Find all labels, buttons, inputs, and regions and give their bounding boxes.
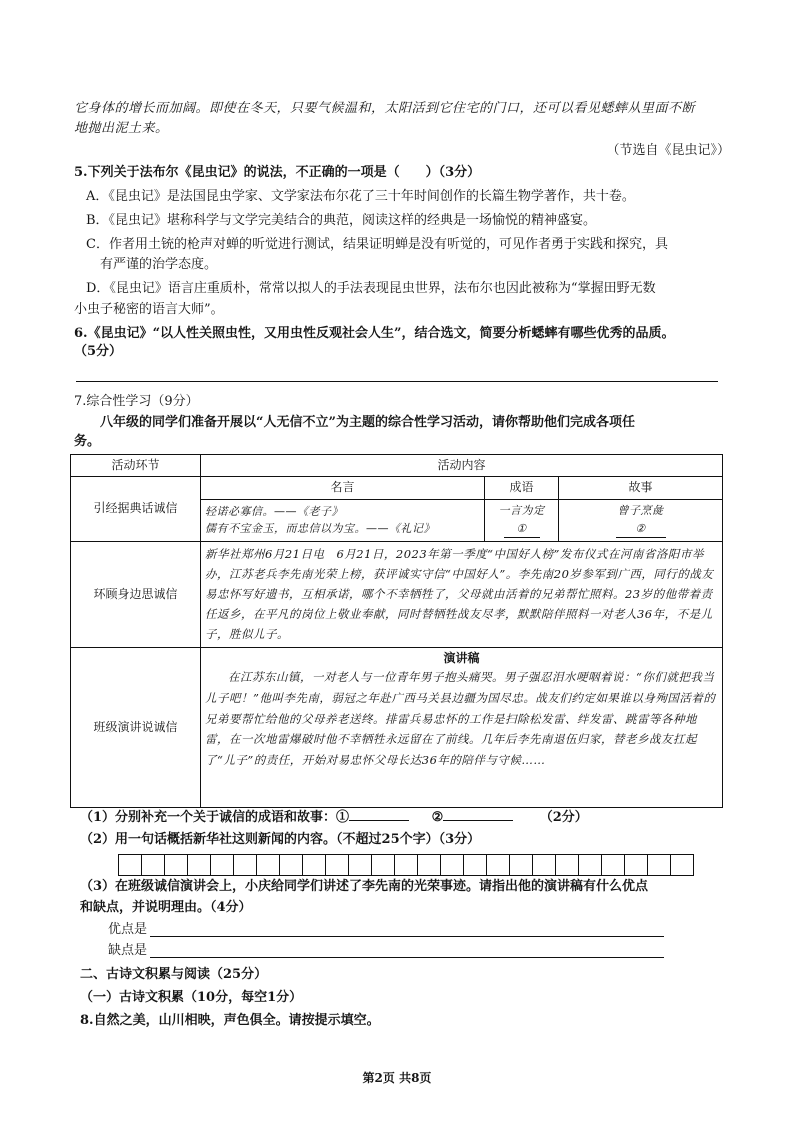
grid-cell[interactable] <box>647 854 671 876</box>
q5-option-c: C．作者用土铳的枪声对蝉的听觉进行测试，结果证明蝉是没有听觉的，可见作者勇于实践和探究，具 <box>86 237 668 252</box>
grid-cell[interactable] <box>440 854 464 876</box>
grid-cell[interactable] <box>187 854 211 876</box>
grid-cell[interactable] <box>555 854 579 876</box>
header-stage: 活动环节 <box>71 455 201 477</box>
q7-sub1-text: （1）分别补充一个关于诚信的成语和故事：① <box>80 810 350 825</box>
grid-cell[interactable] <box>141 854 165 876</box>
story-blank-marker: ② <box>616 520 666 539</box>
q6-score: （5分） <box>74 344 123 359</box>
speech-title: 演讲稿 <box>443 650 480 665</box>
idiom-cell <box>485 499 559 541</box>
passage-source: （节选自《昆虫记》） <box>606 143 730 158</box>
grid-cell[interactable] <box>348 854 372 876</box>
quote-cell <box>201 499 485 541</box>
idiom-blank-marker: ① <box>504 520 540 539</box>
q5-option-d: D．《昆虫记》语言庄重质朴，常常以拟人的手法表现昆虫世界，法布尔也因此被称为“掌握田野无数 <box>86 281 656 296</box>
page-footer: 第2页 共8页 <box>362 1071 432 1085</box>
speech-cell <box>201 647 723 807</box>
q7-sub1-blank-1[interactable] <box>349 808 409 821</box>
cons-answer-line[interactable] <box>150 957 664 958</box>
passage-line-2: 地抛出泥土来。 <box>74 121 169 136</box>
grid-cell[interactable] <box>164 854 188 876</box>
grid-cell[interactable] <box>624 854 648 876</box>
q7-title: 7.综合性学习（9分） <box>74 394 199 409</box>
header-quote: 名言 <box>201 477 485 499</box>
idiom-blank[interactable] <box>489 520 554 539</box>
q8-stem: 8.自然之美，山川相映，声色俱全。请按提示填空。 <box>80 1013 380 1028</box>
pros-answer-line[interactable] <box>150 936 664 937</box>
q7-sub3-line-2: 和缺点，并说明理由。（4分） <box>80 900 252 915</box>
grid-cell[interactable] <box>509 854 533 876</box>
q6-answer-line[interactable] <box>76 381 718 382</box>
speech-text: 在江苏东山镇，一对老人与一位青年男子抱头痛哭。男子强忍泪水哽咽着说：“你们就把我当儿子吧！”他叫李先南，弱冠之年赴广西马关县边疆为国尽忠。战友们约定如果谁以身殉国活着的兄弟要帮忙给他的父母养老送终。排雷兵易忠怀的工作是扫除松发雷、绊发雷、跳雷等各种地雷，在一次地雷爆破时他不幸牺牲永远留在了前线。几年后李先南退伍归家，替老乡战友扛起了“儿子”的责任，开始对易忠怀父母长达36年的陪伴与守候…… <box>205 670 716 767</box>
header-idiom: 成语 <box>485 477 559 499</box>
pros-label: 优点是 <box>108 922 148 937</box>
q7-sub1-score: （2分） <box>539 810 588 825</box>
header-content: 活动内容 <box>201 455 723 477</box>
row-label-speech: 班级演讲说诚信 <box>71 647 201 807</box>
cons-row <box>108 942 678 961</box>
story-example: 曾子烹彘 <box>617 504 664 518</box>
grid-cell[interactable] <box>532 854 556 876</box>
q7-sub2: （2）用一句话概括新华社这则新闻的内容。（不超过25个字）（3分） <box>80 832 481 847</box>
idiom-example: 一言为定 <box>498 504 545 518</box>
q5-option-c-cont: 有严谨的治学态度。 <box>100 257 218 272</box>
passage-line-1: 它身体的增长而加阔。即使在冬天，只要气候温和，太阳活到它住宅的门口，还可以看见蟋蟀从里面不断 <box>74 101 696 116</box>
answer-grid[interactable] <box>118 854 693 876</box>
pros-row <box>108 921 678 940</box>
grid-cell[interactable] <box>463 854 487 876</box>
grid-cell[interactable] <box>279 854 303 876</box>
q5-option-b: B．《昆虫记》堪称科学与文学完美结合的典范，阅读这样的经典是一场愉悦的精神盛宴。 <box>86 213 597 228</box>
cons-label: 缺点是 <box>108 943 148 958</box>
quote-laozi: 轻诺必寡信。——《老子》 <box>205 504 343 518</box>
grid-cell[interactable] <box>302 854 326 876</box>
q7-intro-2: 务。 <box>74 434 101 449</box>
grid-cell[interactable] <box>210 854 234 876</box>
grid-cell[interactable] <box>578 854 602 876</box>
part2-sub: （一）古诗文积累（10分，每空1分） <box>80 990 303 1005</box>
grid-cell[interactable] <box>325 854 349 876</box>
grid-cell[interactable] <box>670 854 694 876</box>
part2-title: 二、古诗文积累与阅读（25分） <box>80 967 268 982</box>
header-story: 故事 <box>559 477 723 499</box>
grid-cell[interactable] <box>486 854 510 876</box>
q5-stem: 5.下列关于法布尔《昆虫记》的说法，不正确的一项是（ ）（3分） <box>74 165 481 180</box>
q5-option-a: A．《昆虫记》是法国昆虫学家、文学家法布尔花了三十年时间创作的长篇生物学著作，共十卷。 <box>86 189 635 204</box>
q7-sub1-blank-2[interactable] <box>443 808 513 821</box>
row-label-quotes: 引经据典话诚信 <box>71 477 201 541</box>
grid-cell[interactable] <box>233 854 257 876</box>
grid-cell[interactable] <box>256 854 280 876</box>
q7-sub1 <box>80 808 730 828</box>
quote-liji: 儒有不宝金玉，而忠信以为宝。——《礼记》 <box>205 522 435 536</box>
news-text: 新华社郑州6月21日电 6月21日，2023年第一季度“中国好人榜”发布仪式在河南省洛阳市举办，江苏老兵李先南光荣上榜，获评诚实守信“中国好人”。李先南20岁参军到广西，同行的战友易忠怀写好遗书，互相承诺，哪个不幸牺牲了，父母就由活着的兄弟帮忙照料。23岁的他带着责任返乡，在平凡的岗位上敬业奉献，同时替牺牲战友尽孝，默默陪伴照料一对老人36年，不是儿子，胜似儿子。 <box>201 541 723 647</box>
grid-cell[interactable] <box>394 854 418 876</box>
q7-intro-1: 八年级的同学们准备开展以“人无信不立”为主题的综合性学习活动，请你帮助他们完成各项任 <box>100 415 635 430</box>
activity-table <box>70 454 723 808</box>
q7-sub1-mid: ② <box>431 810 444 825</box>
story-cell <box>559 499 723 541</box>
grid-cell[interactable] <box>417 854 441 876</box>
grid-cell[interactable] <box>601 854 625 876</box>
q6-stem: 6.《昆虫记》“以人性关照虫性，又用虫性反观社会人生”，结合选文，简要分析蟋蟀有哪些优秀的品质。 <box>74 326 675 341</box>
grid-cell[interactable] <box>371 854 395 876</box>
q5-option-d-cont: 小虫子秘密的语言大师”。 <box>74 302 224 317</box>
story-blank[interactable] <box>563 520 718 539</box>
grid-cell[interactable] <box>118 854 142 876</box>
q7-sub3-line-1: （3）在班级诚信演讲会上，小庆给同学们讲述了李先南的光荣事迹。请指出他的演讲稿有什么优点 <box>80 879 649 894</box>
row-label-news: 环顾身边思诚信 <box>71 541 201 647</box>
